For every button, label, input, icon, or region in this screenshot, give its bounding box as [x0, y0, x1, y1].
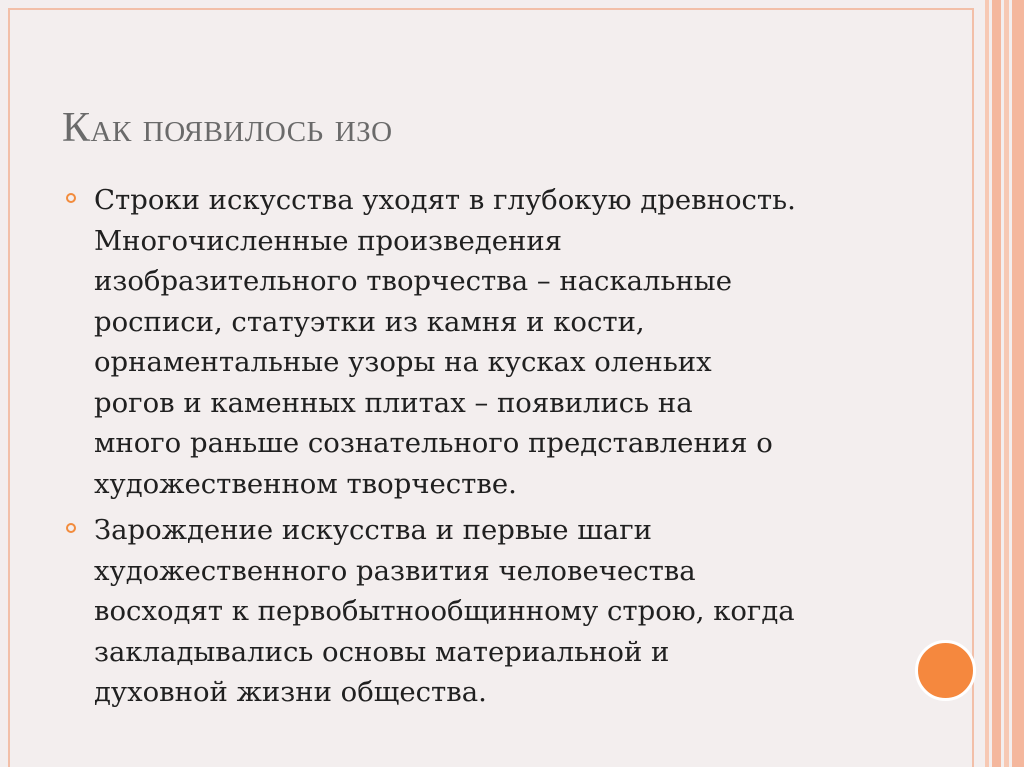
decorative-stripe — [1012, 0, 1024, 767]
decorative-stripe — [985, 0, 989, 767]
orange-circle-decoration — [915, 640, 976, 701]
decorative-stripe — [1004, 0, 1009, 767]
slide-title: Как появилось изо — [62, 105, 393, 151]
decorative-stripe — [992, 0, 1001, 767]
bullet-text: Строки искусства уходят в глубокую древность. Многочисленные произведения изобразительного творчества – наскальные росписи, статуэтки из камня и кости, орнаментальные узоры на кусках оленьих рогов и каменных плитах – появились на много раньше сознательного представления о художественном творчестве. — [94, 184, 796, 500]
ring-bullet-icon — [66, 523, 76, 533]
bullet-text: Зарождение искусства и первые шаги художественного развития человечества восходят к первобытнообщинному строю, когда закладывались основы материальной и духовной жизни общества. — [94, 514, 795, 708]
bullet-item — [66, 510, 866, 713]
bullet-list — [66, 180, 866, 719]
ring-bullet-icon — [66, 193, 76, 203]
bullet-item — [66, 180, 866, 504]
